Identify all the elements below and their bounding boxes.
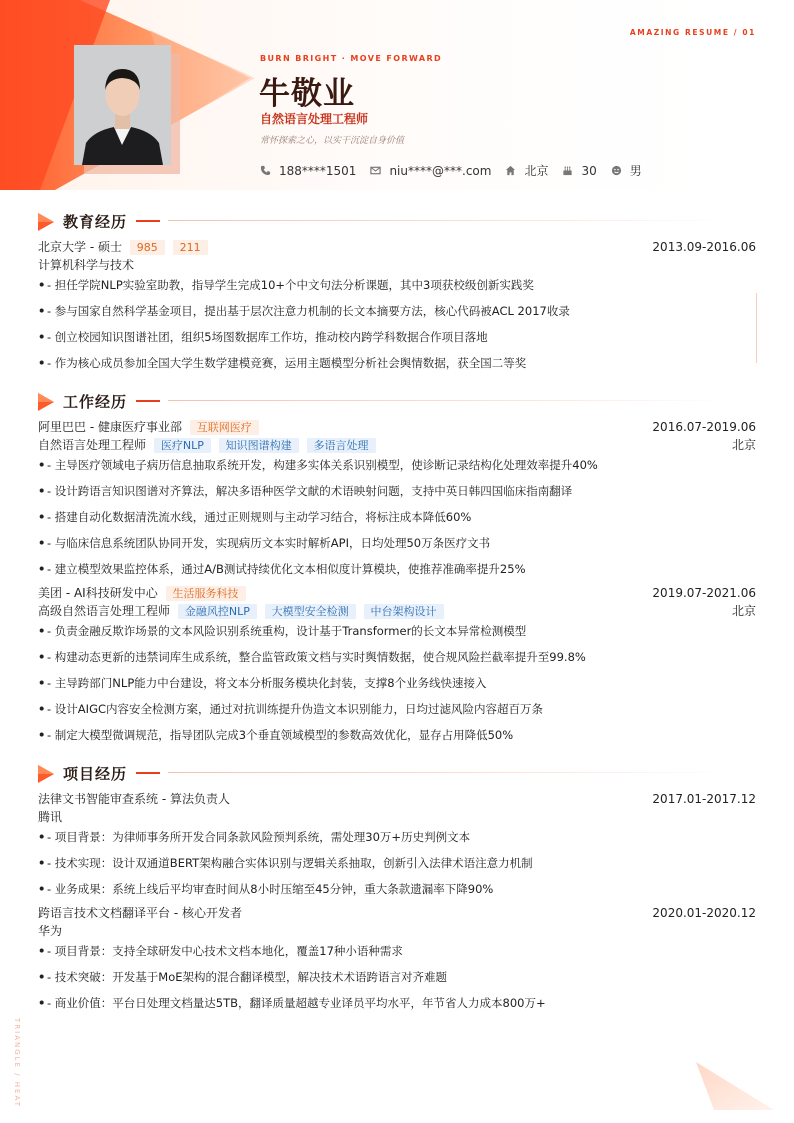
cake-icon: [562, 165, 573, 176]
phone-icon: [260, 165, 271, 176]
work-title: 自然语言处理工程师: [38, 438, 147, 452]
list-item: • - 负责金融反欺诈场景的文本风险识别系统重构，设计基于Transformer的长文本异常检测模型: [38, 624, 527, 638]
section-triangle-icon: [38, 213, 54, 231]
candidate-name: 牛敬业: [259, 76, 355, 112]
education-header: [38, 239, 756, 255]
section-triangle-icon: [38, 393, 54, 411]
face-icon: [611, 165, 622, 176]
mail-icon: [370, 165, 381, 176]
project-date: 2020.01-2020.12: [652, 906, 756, 920]
work-company: 阿里巴巴 - 健康医疗事业部: [38, 420, 182, 434]
section-divider: [168, 220, 728, 221]
skill-tag: 知识图谱构建: [219, 438, 299, 453]
section-triangle-icon: [38, 765, 54, 783]
contact-city: [505, 162, 548, 179]
list-item: • - 项目背景：支持全球研发中心技术文档本地化，覆盖17种小语种需求: [38, 944, 403, 958]
list-item: • - 设计跨语言知识图谱对齐算法，解决多语种医学文献的术语映射问题，支持中英日韩四国临床指南翻译: [38, 484, 573, 498]
list-item: • - 设计AIGC内容安全检测方案，通过对抗训练提升伪造文本识别能力，日均过滤风险内容超百万条: [38, 702, 543, 716]
list-item: • - 搭建自动化数据清洗流水线，通过正则规则与主动学习结合，将标注成本降低60%: [38, 510, 472, 524]
company-tag: 生活服务科技: [166, 586, 246, 601]
home-icon: [505, 165, 516, 176]
work-date: 2016.07-2019.06: [652, 420, 756, 434]
contact-gender: [611, 162, 642, 179]
list-item: • - 商业价值：平台日处理文档量达5TB，翻译质量超越专业译员平均水平，年节省人力成本800万+: [38, 996, 546, 1010]
list-item: • - 技术实现：设计双通道BERT架构融合实体识别与逻辑关系抽取，创新引入法律术语注意力机制: [38, 856, 533, 870]
work-header: [38, 419, 756, 435]
avatar: [74, 45, 171, 165]
corner-label: AMAZING RESUME / 01: [629, 28, 756, 37]
section-title-projects: 项目经历: [63, 765, 128, 783]
list-item: • - 主导跨部门NLP能力中台建设，将文本分析服务模块化封装，支撑8个业务线快速接入: [38, 676, 487, 690]
section-projects: [38, 763, 756, 785]
contact-city-text: 北京: [524, 164, 549, 178]
list-item: • - 参与国家自然科学基金项目，提出基于层次注意力机制的长文本摘要方法，核心代码被ACL 2017收录: [38, 304, 570, 318]
work-city: 北京: [731, 604, 756, 618]
education-date: 2013.09-2016.06: [652, 240, 756, 254]
section-dash: [136, 772, 160, 774]
education-tag: 211: [173, 240, 208, 255]
project-header: [38, 905, 756, 921]
work-title: 高级自然语言处理工程师: [38, 604, 171, 618]
work-header: [38, 585, 756, 601]
education-major: 计算机科学与技术: [38, 258, 135, 272]
work-title-row: [38, 603, 756, 619]
motto: 常怀探索之心，以实干沉淀自身价值: [260, 136, 405, 146]
list-item: • - 技术突破：开发基于MoE架构的混合翻译模型，解决技术术语跨语言对齐难题: [38, 970, 448, 984]
list-item: • - 业务成果：系统上线后平均审查时间从8小时压缩至45分钟，重大条款遗漏率下降90%: [38, 882, 494, 896]
section-dash: [136, 400, 160, 402]
work-city: 北京: [731, 438, 756, 452]
list-item: • - 主导医疗领域电子病历信息抽取系统开发，构建多实体关系识别模型，使诊断记录结构化处理效率提升40%: [38, 458, 598, 472]
contact-phone: [260, 164, 356, 178]
list-item: • - 建立模型效果监控体系，通过A/B测试持续优化文本相似度计算模块，使推荐准确率提升25%: [38, 562, 526, 576]
section-divider: [168, 772, 728, 773]
education-tag: 985: [130, 240, 165, 255]
education-school: 北京大学 - 硕士: [38, 240, 122, 254]
section-title-education: 教育经历: [63, 213, 128, 231]
company-tag: 互联网医疗: [190, 420, 259, 435]
list-item: • - 创立校园知识图谱社团，组织5场图数据库工作坊，推动校内跨学科数据合作项目落地: [38, 330, 488, 344]
contact-mail-text: niu****@***.com: [389, 163, 492, 178]
skill-tag: 多语言处理: [307, 438, 376, 453]
project-name: 法律文书智能审查系统 - 算法负责人: [38, 792, 230, 806]
section-dash: [136, 220, 160, 222]
contact-age-text: 30: [581, 163, 597, 178]
skill-tag: 大模型安全检测: [265, 604, 356, 619]
list-item: • - 与临床信息系统团队协同开发，实现病历文本实时解析API，日均处理50万条医疗文书: [38, 536, 491, 550]
side-label: TRIANGLE / HEAT: [13, 1018, 21, 1108]
project-org: 华为: [38, 924, 63, 938]
section-divider: [168, 400, 728, 401]
project-org: 腾讯: [38, 810, 63, 824]
project-date: 2017.01-2017.12: [652, 792, 756, 806]
work-title-row: [38, 437, 756, 453]
list-item: • - 项目背景：为律师事务所开发合同条款风险预判系统，需处理30万+历史判例文本: [38, 830, 471, 844]
section-work: [38, 391, 756, 413]
list-item: • - 制定大模型微调规范，指导团队完成3个垂直领域模型的参数高效优化，显存占用降低50%: [38, 728, 514, 742]
list-item: • - 构建动态更新的违禁词库生成系统，整合监管政策文档与实时舆情数据，使合规风险拦截率提升至99.8%: [38, 650, 586, 664]
project-header: [38, 791, 756, 807]
work-date: 2019.07-2021.06: [652, 586, 756, 600]
list-item: • - 作为核心成员参加全国大学生数学建模竞赛，运用主题模型分析社会舆情数据，获全国二等奖: [38, 356, 527, 370]
contact-age: [562, 164, 596, 178]
tagline: BURN BRIGHT · MOVE FORWARD: [260, 54, 443, 63]
skill-tag: 医疗NLP: [154, 438, 211, 453]
section-education: [38, 211, 756, 233]
contact-bar: [260, 162, 656, 179]
skill-tag: 中台架构设计: [364, 604, 444, 619]
skill-tag: 金融风控NLP: [178, 604, 257, 619]
contact-gender-text: 男: [629, 164, 642, 178]
vertical-accent-line: [756, 293, 757, 363]
list-item: • - 担任学院NLP实验室助教，指导学生完成10+个中文句法分析课题，其中3项获校级创新实践奖: [38, 278, 534, 292]
project-name: 跨语言技术文档翻译平台 - 核心开发者: [38, 906, 242, 920]
contact-phone-text: 188****1501: [279, 163, 357, 178]
footer-decoration: [690, 1060, 780, 1115]
candidate-role: 自然语言处理工程师: [260, 112, 369, 126]
work-company: 美团 - AI科技研发中心: [38, 586, 158, 600]
contact-mail: [370, 164, 491, 178]
section-title-work: 工作经历: [63, 393, 128, 411]
